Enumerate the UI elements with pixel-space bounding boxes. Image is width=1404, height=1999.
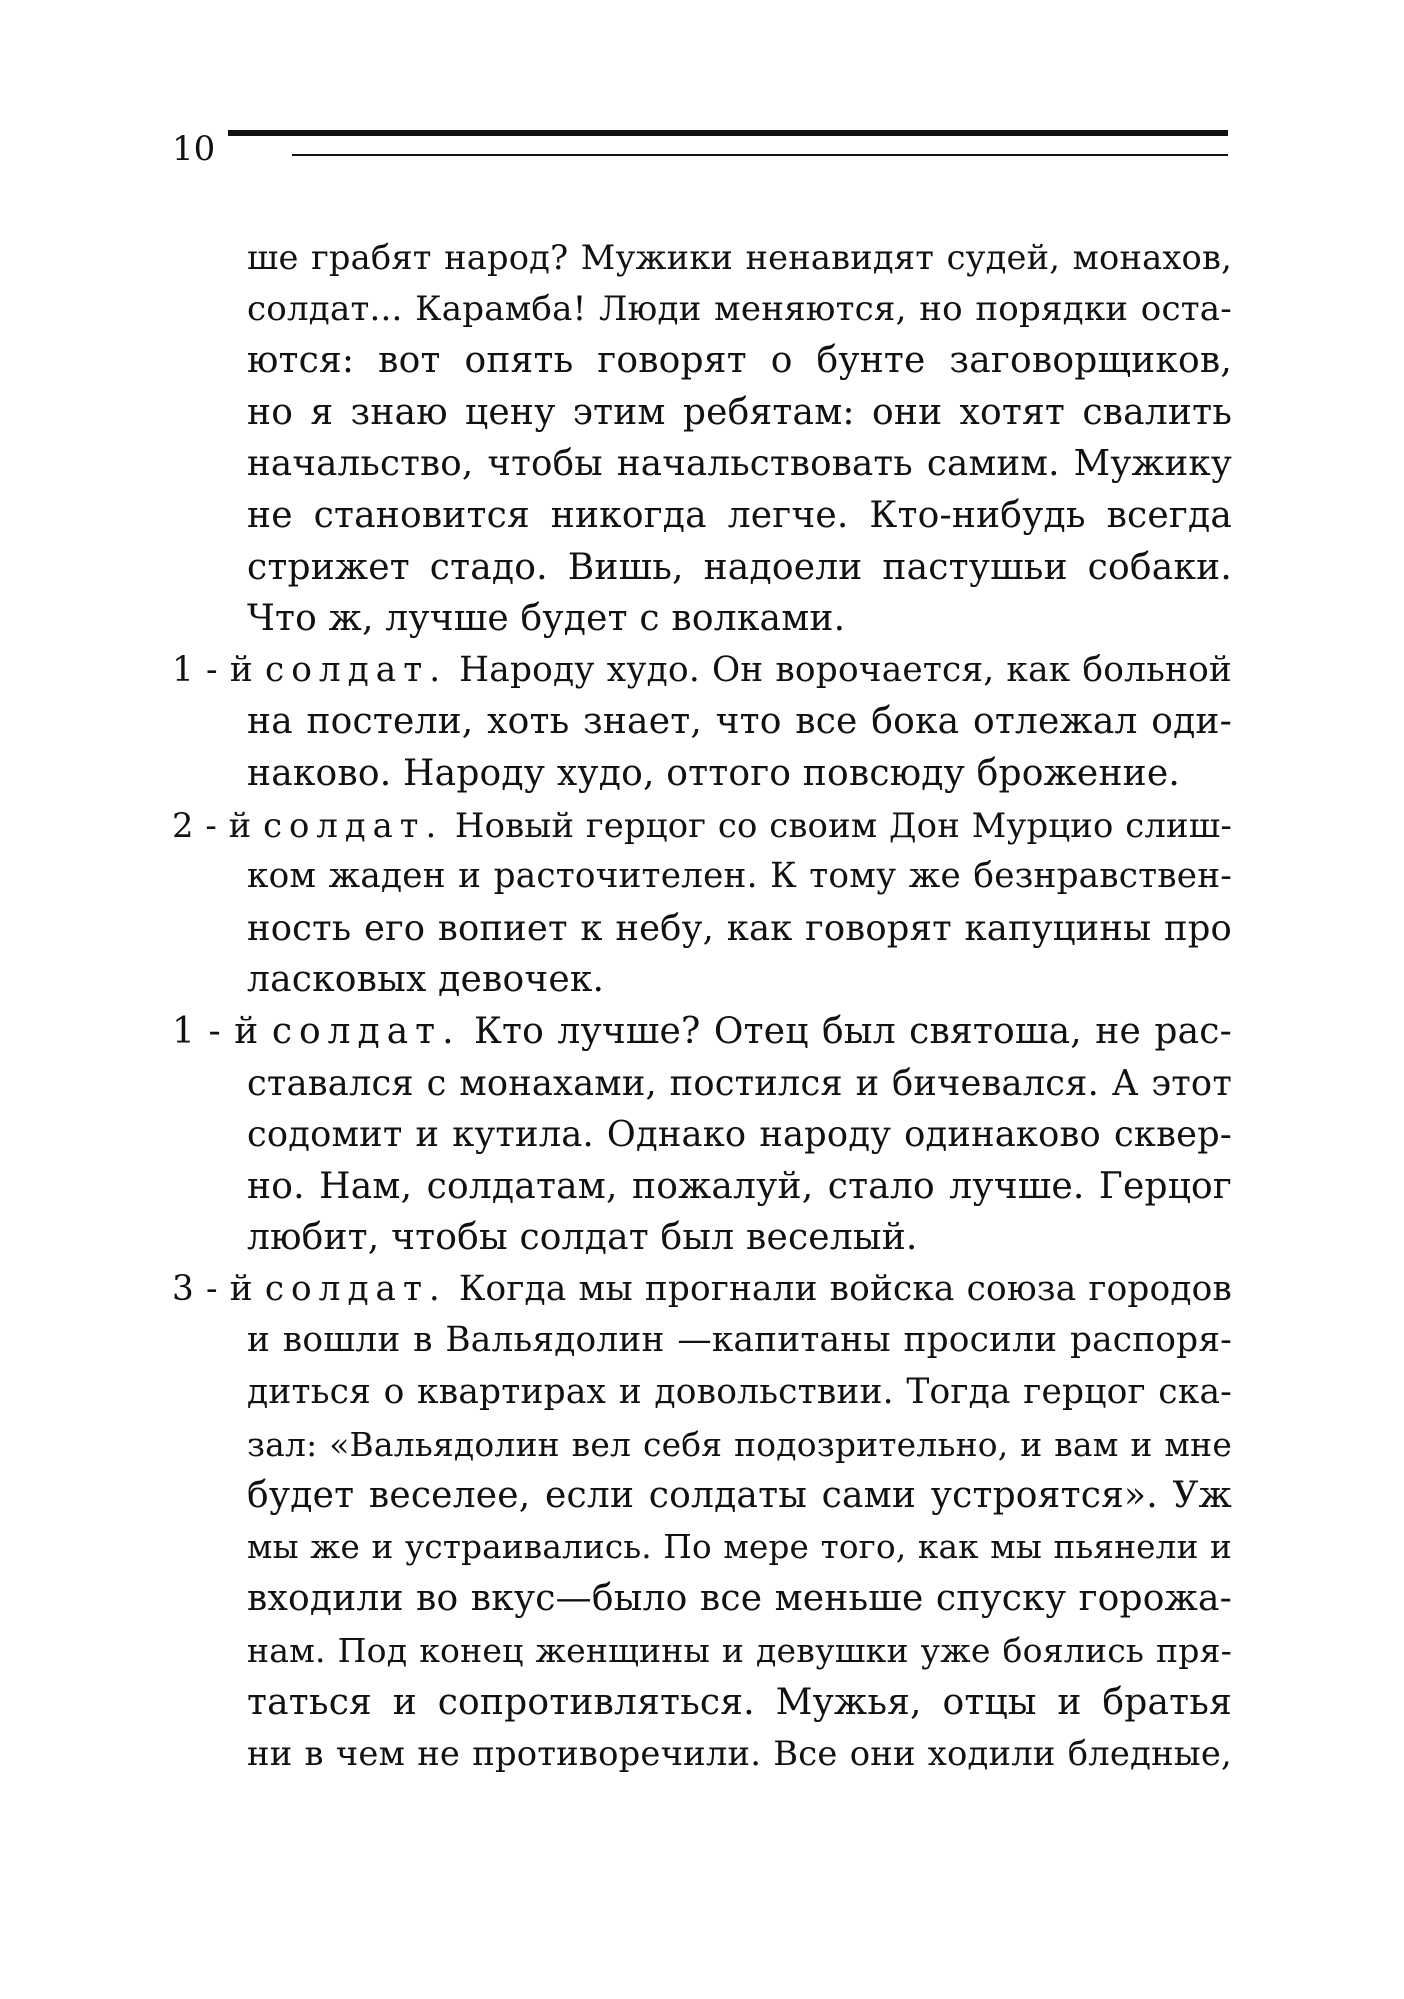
text-line: ность его вопиет к небу, как говорят капуцины про (247, 907, 1232, 949)
text-line: стрижет стадо. Вишь, надоели пастушьи собаки. (247, 546, 1232, 588)
text-line: ни в чем не противоречили. Все они ходили бледные, (247, 1734, 1232, 1774)
page-body (172, 232, 1232, 1780)
text-line: ком жаден и расточителен. К тому же безнравствен- (247, 856, 1232, 897)
speech-text: Новый герцог со своим Дон Мурцио слиш- (443, 805, 1232, 845)
text-line: наково. Народу худо, оттого повсюду брожение. (247, 752, 1180, 794)
speaker-name: солдат. (263, 805, 444, 845)
speech-line (172, 645, 1232, 697)
speech-text: Народу худо. Он ворочается, как больной (447, 649, 1232, 690)
text-line: зал: «Вальядолин вел себя подозрительно, и вам и мне (247, 1424, 1232, 1464)
text-line: на постели, хоть знает, что все бока отлежал оди- (247, 701, 1232, 743)
text-line: диться о квартирах и довольствии. Тогда герцог ска- (247, 1372, 1232, 1413)
header-rule-thin (292, 154, 1228, 156)
speaker-number: 1 - й (172, 1010, 272, 1052)
speech-line (172, 1264, 1232, 1316)
text-line: мы же и устраивались. По мере того, как мы пьянели и (247, 1527, 1232, 1566)
text-line: ше грабят народ? Мужики ненавидят судей, монахов, (247, 238, 1232, 277)
page-header (172, 122, 1232, 172)
speaker-number: 1 - й (172, 649, 265, 690)
speaker-name: солдат. (264, 1268, 447, 1309)
text-line: ласковых девочек. (247, 959, 605, 1001)
text-line: Что ж, лучше будет с волками. (247, 598, 846, 640)
speaker-number: 2 - й (172, 805, 264, 845)
text-line: таться и сопротивляться. Мужья, отцы и братья (247, 1681, 1232, 1723)
text-line: нам. Под конец женщины и девушки уже боялись пря- (247, 1631, 1232, 1671)
speech-text: Кто лучше? Отец был святоша, не рас- (460, 1010, 1232, 1052)
text-line: солдат... Карамба! Люди меняются, но порядки оста- (247, 288, 1232, 329)
speech-text: Когда мы прогнали войска союза городов (446, 1268, 1233, 1309)
text-line: не становится никогда легче. Кто-нибудь всегда (247, 494, 1232, 536)
text-line: любит, чтобы солдат был веселый. (247, 1217, 918, 1259)
text-line: ставался с монахами, постился и бичевался. А этот (247, 1062, 1232, 1104)
text-line: и вошли в Вальядолин —капитаны просили распоря- (247, 1320, 1232, 1361)
text-line: начальство, чтобы начальствовать самим. Мужику (247, 443, 1232, 485)
text-line: ются: вот опять говорят о бунте заговорщиков, (247, 340, 1232, 382)
page-number: 10 (172, 129, 216, 169)
header-rule-thick (228, 130, 1228, 136)
speaker-number: 3 - й (172, 1268, 265, 1309)
text-line: содомит и кутила. Однако народу одинаково сквер- (247, 1114, 1232, 1156)
speech-line (172, 800, 1232, 852)
text-line: входили во вкус—было все меньше спуску горожа- (247, 1578, 1232, 1620)
speaker-name: солдат. (264, 649, 448, 690)
text-line: но. Нам, солдатам, пожалуй, стало лучше. Герцог (247, 1165, 1232, 1207)
speaker-name: солдат. (271, 1010, 461, 1052)
text-line: будет веселее, если солдаты сами устроятся». Уж (247, 1475, 1232, 1517)
text-line: но я знаю цену этим ребятам: они хотят свалить (247, 391, 1232, 433)
speech-line (172, 1006, 1232, 1058)
